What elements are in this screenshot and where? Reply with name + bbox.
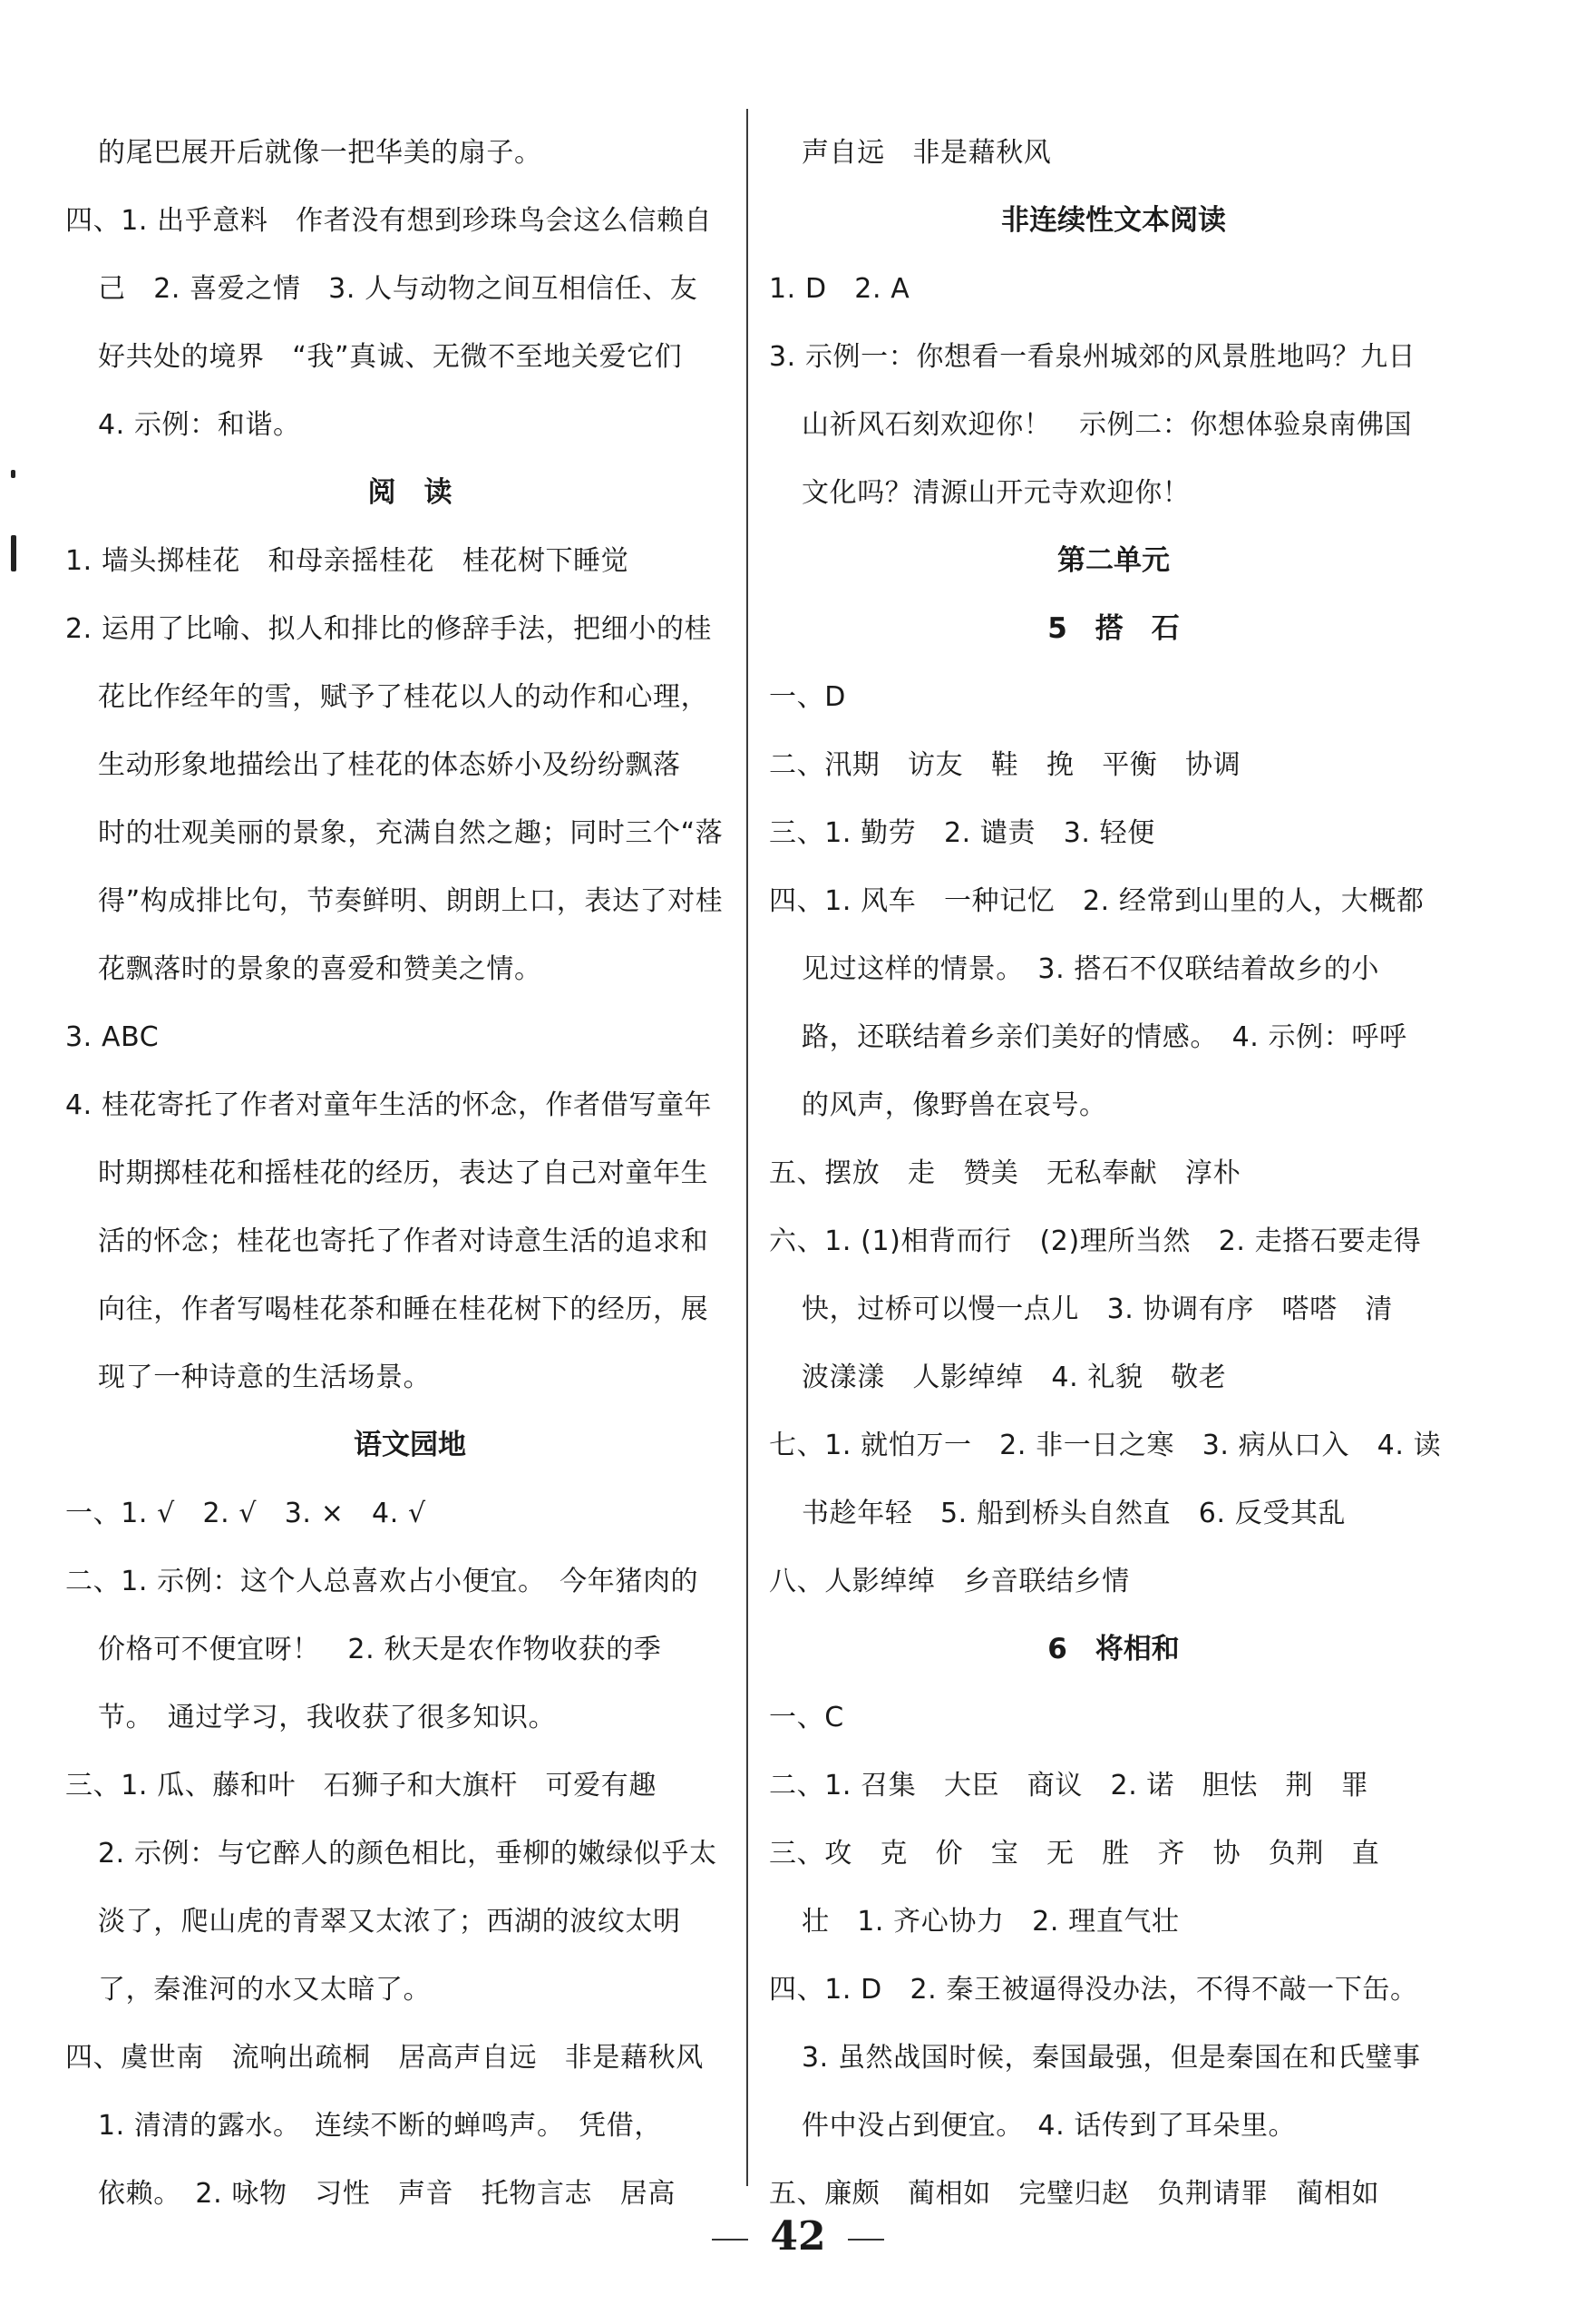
answer-line: 的风声，像野兽在哀号。 — [802, 1089, 1107, 1121]
answer-line: 三、攻 克 价 宝 无 胜 齐 协 负荆 直 — [769, 1838, 1380, 1870]
column-divider — [746, 109, 748, 2186]
answer-line: 的尾巴展开后就像一把华美的扇子。 — [98, 137, 542, 169]
answer-line: 4. 桂花寄托了作者对童年生活的怀念，作者借写童年 — [65, 1089, 713, 1121]
answer-line: 一、D — [769, 681, 846, 713]
answer-line: 价格可不便宜呀！ 2. 秋天是农作物收获的季 — [98, 1634, 662, 1665]
answer-line: 件中没占到便宜。 4. 话传到了耳朵里。 — [802, 2110, 1297, 2142]
answer-line: 四、1. 出乎意料 作者没有想到珍珠鸟会这么信赖自 — [65, 205, 713, 237]
answer-line: 二、汛期 访友 鞋 挽 平衡 协调 — [769, 749, 1241, 781]
section-heading-lesson-5: 5 搭 石 — [1047, 612, 1180, 645]
answer-line: 花飘落时的景象的喜爱和赞美之情。 — [98, 953, 542, 985]
section-heading-non-continuous: 非连续性文本阅读 — [1001, 204, 1226, 237]
answer-line: 七、1. 就怕万一 2. 非一日之寒 3. 病从口入 4. 读 — [769, 1430, 1442, 1461]
answer-line: 己 2. 喜爱之情 3. 人与动物之间互相信任、友 — [98, 273, 698, 305]
answer-line: 3. 示例一：你想看一看泉州城郊的风景胜地吗？九日 — [769, 341, 1416, 373]
answer-line: 得”构成排比句，节奏鲜明、朗朗上口，表达了对桂 — [98, 885, 724, 917]
answer-line: 时期掷桂花和摇桂花的经历，表达了自己对童年生 — [98, 1157, 709, 1189]
section-heading-lesson-6: 6 将相和 — [1047, 1633, 1180, 1665]
answer-line: 1. D 2. A — [769, 273, 910, 305]
answer-line: 见过这样的情景。 3. 搭石不仅联结着故乡的小 — [802, 953, 1379, 985]
answer-line: 一、1. √ 2. √ 3. × 4. √ — [65, 1498, 426, 1529]
answer-line: 一、C — [769, 1702, 844, 1733]
answer-line: 二、1. 召集 大臣 商议 2. 诺 胆怯 荆 罪 — [769, 1770, 1369, 1801]
answer-line: 六、1. (1)相背而行 (2)理所当然 2. 走搭石要走得 — [769, 1225, 1422, 1257]
answer-line: 四、1. D 2. 秦王被逼得没办法，不得不敲一下缶。 — [769, 1974, 1418, 2006]
answer-line: 壮 1. 齐心协力 2. 理直气壮 — [802, 1906, 1180, 1938]
answer-line: 2. 示例：与它醉人的颜色相比，垂柳的嫩绿似乎太 — [98, 1838, 717, 1870]
answer-line: 八、人影绰绰 乡音联结乡情 — [769, 1566, 1130, 1597]
answer-line: 生动形象地描绘出了桂花的体态娇小及纷纷飘落 — [98, 749, 681, 781]
page-number — [0, 2213, 1596, 2260]
answer-line: 3. ABC — [65, 1021, 160, 1053]
section-heading-garden: 语文园地 — [354, 1429, 466, 1461]
answer-line: 三、1. 瓜、藤和叶 石狮子和大旗杆 可爱有趣 — [65, 1770, 657, 1801]
answer-line: 1. 清清的露水。 连续不断的蝉鸣声。 凭借， — [98, 2110, 662, 2142]
answer-line: 书趁年轻 5. 船到桥头自然直 6. 反受其乱 — [802, 1498, 1347, 1529]
answer-line: 依赖。 2. 咏物 习性 声音 托物言志 居高 — [98, 2178, 676, 2210]
answer-line: 路，还联结着乡亲们美好的情感。 4. 示例：呼呼 — [802, 1021, 1407, 1053]
answer-line: 2. 运用了比喻、拟人和排比的修辞手法，把细小的桂 — [65, 613, 713, 645]
answer-line: 花比作经年的雪，赋予了桂花以人的动作和心理， — [98, 681, 709, 713]
answer-line: 二、1. 示例：这个人总喜欢占小便宜。 今年猪肉的 — [65, 1566, 699, 1597]
answer-line: 现了一种诗意的生活场景。 — [98, 1362, 432, 1393]
answer-line: 三、1. 勤劳 2. 谴责 3. 轻便 — [769, 817, 1155, 849]
page-number-text: 42 — [770, 2213, 826, 2260]
answer-line: 向往，作者写喝桂花茶和睡在桂花树下的经历，展 — [98, 1294, 709, 1325]
answer-line: 节。 通过学习，我收获了很多知识。 — [98, 1702, 557, 1733]
answer-line: 四、1. 风车 一种记忆 2. 经常到山里的人，大概都 — [769, 885, 1425, 917]
answer-line: 快，过桥可以慢一点儿 3. 协调有序 嗒嗒 清 — [802, 1294, 1393, 1325]
answer-line: 五、摆放 走 赞美 无私奉献 淳朴 — [769, 1157, 1241, 1189]
answer-line: 1. 墙头掷桂花 和母亲摇桂花 桂花树下睡觉 — [65, 545, 629, 577]
section-heading-unit-two: 第二单元 — [1057, 544, 1170, 577]
answer-line: 波漾漾 人影绰绰 4. 礼貌 敬老 — [802, 1362, 1227, 1393]
footer-dash — [712, 2239, 748, 2241]
answer-line: 活的怀念；桂花也寄托了作者对诗意生活的追求和 — [98, 1225, 709, 1257]
answer-line: 四、虞世南 流响出疏桐 居高声自远 非是藉秋风 — [65, 2042, 704, 2074]
answer-line: 4. 示例：和谐。 — [98, 409, 301, 441]
section-heading-reading: 阅 读 — [367, 476, 453, 509]
answer-line: 五、廉颇 蔺相如 完璧归赵 负荆请罪 蔺相如 — [769, 2178, 1380, 2210]
answer-line: 声自远 非是藉秋风 — [802, 137, 1052, 169]
answer-line: 淡了，爬山虎的青翠又太浓了；西湖的波纹太明 — [98, 1906, 681, 1938]
scan-speck — [11, 535, 16, 571]
answer-line: 好共处的境界 “我”真诚、无微不至地关爱它们 — [98, 341, 683, 373]
scan-speck — [11, 470, 15, 478]
answer-line: 山祈风石刻欢迎你！ 示例二：你想体验泉南佛国 — [802, 409, 1413, 441]
footer-dash — [848, 2239, 884, 2241]
answer-line: 时的壮观美丽的景象，充满自然之趣；同时三个“落 — [98, 817, 724, 849]
answer-line: 文化吗？清源山开元寺欢迎你！ — [802, 477, 1191, 509]
answer-line: 3. 虽然战国时候，秦国最强，但是秦国在和氏璧事 — [802, 2042, 1421, 2074]
answer-line: 了，秦淮河的水又太暗了。 — [98, 1974, 432, 2006]
